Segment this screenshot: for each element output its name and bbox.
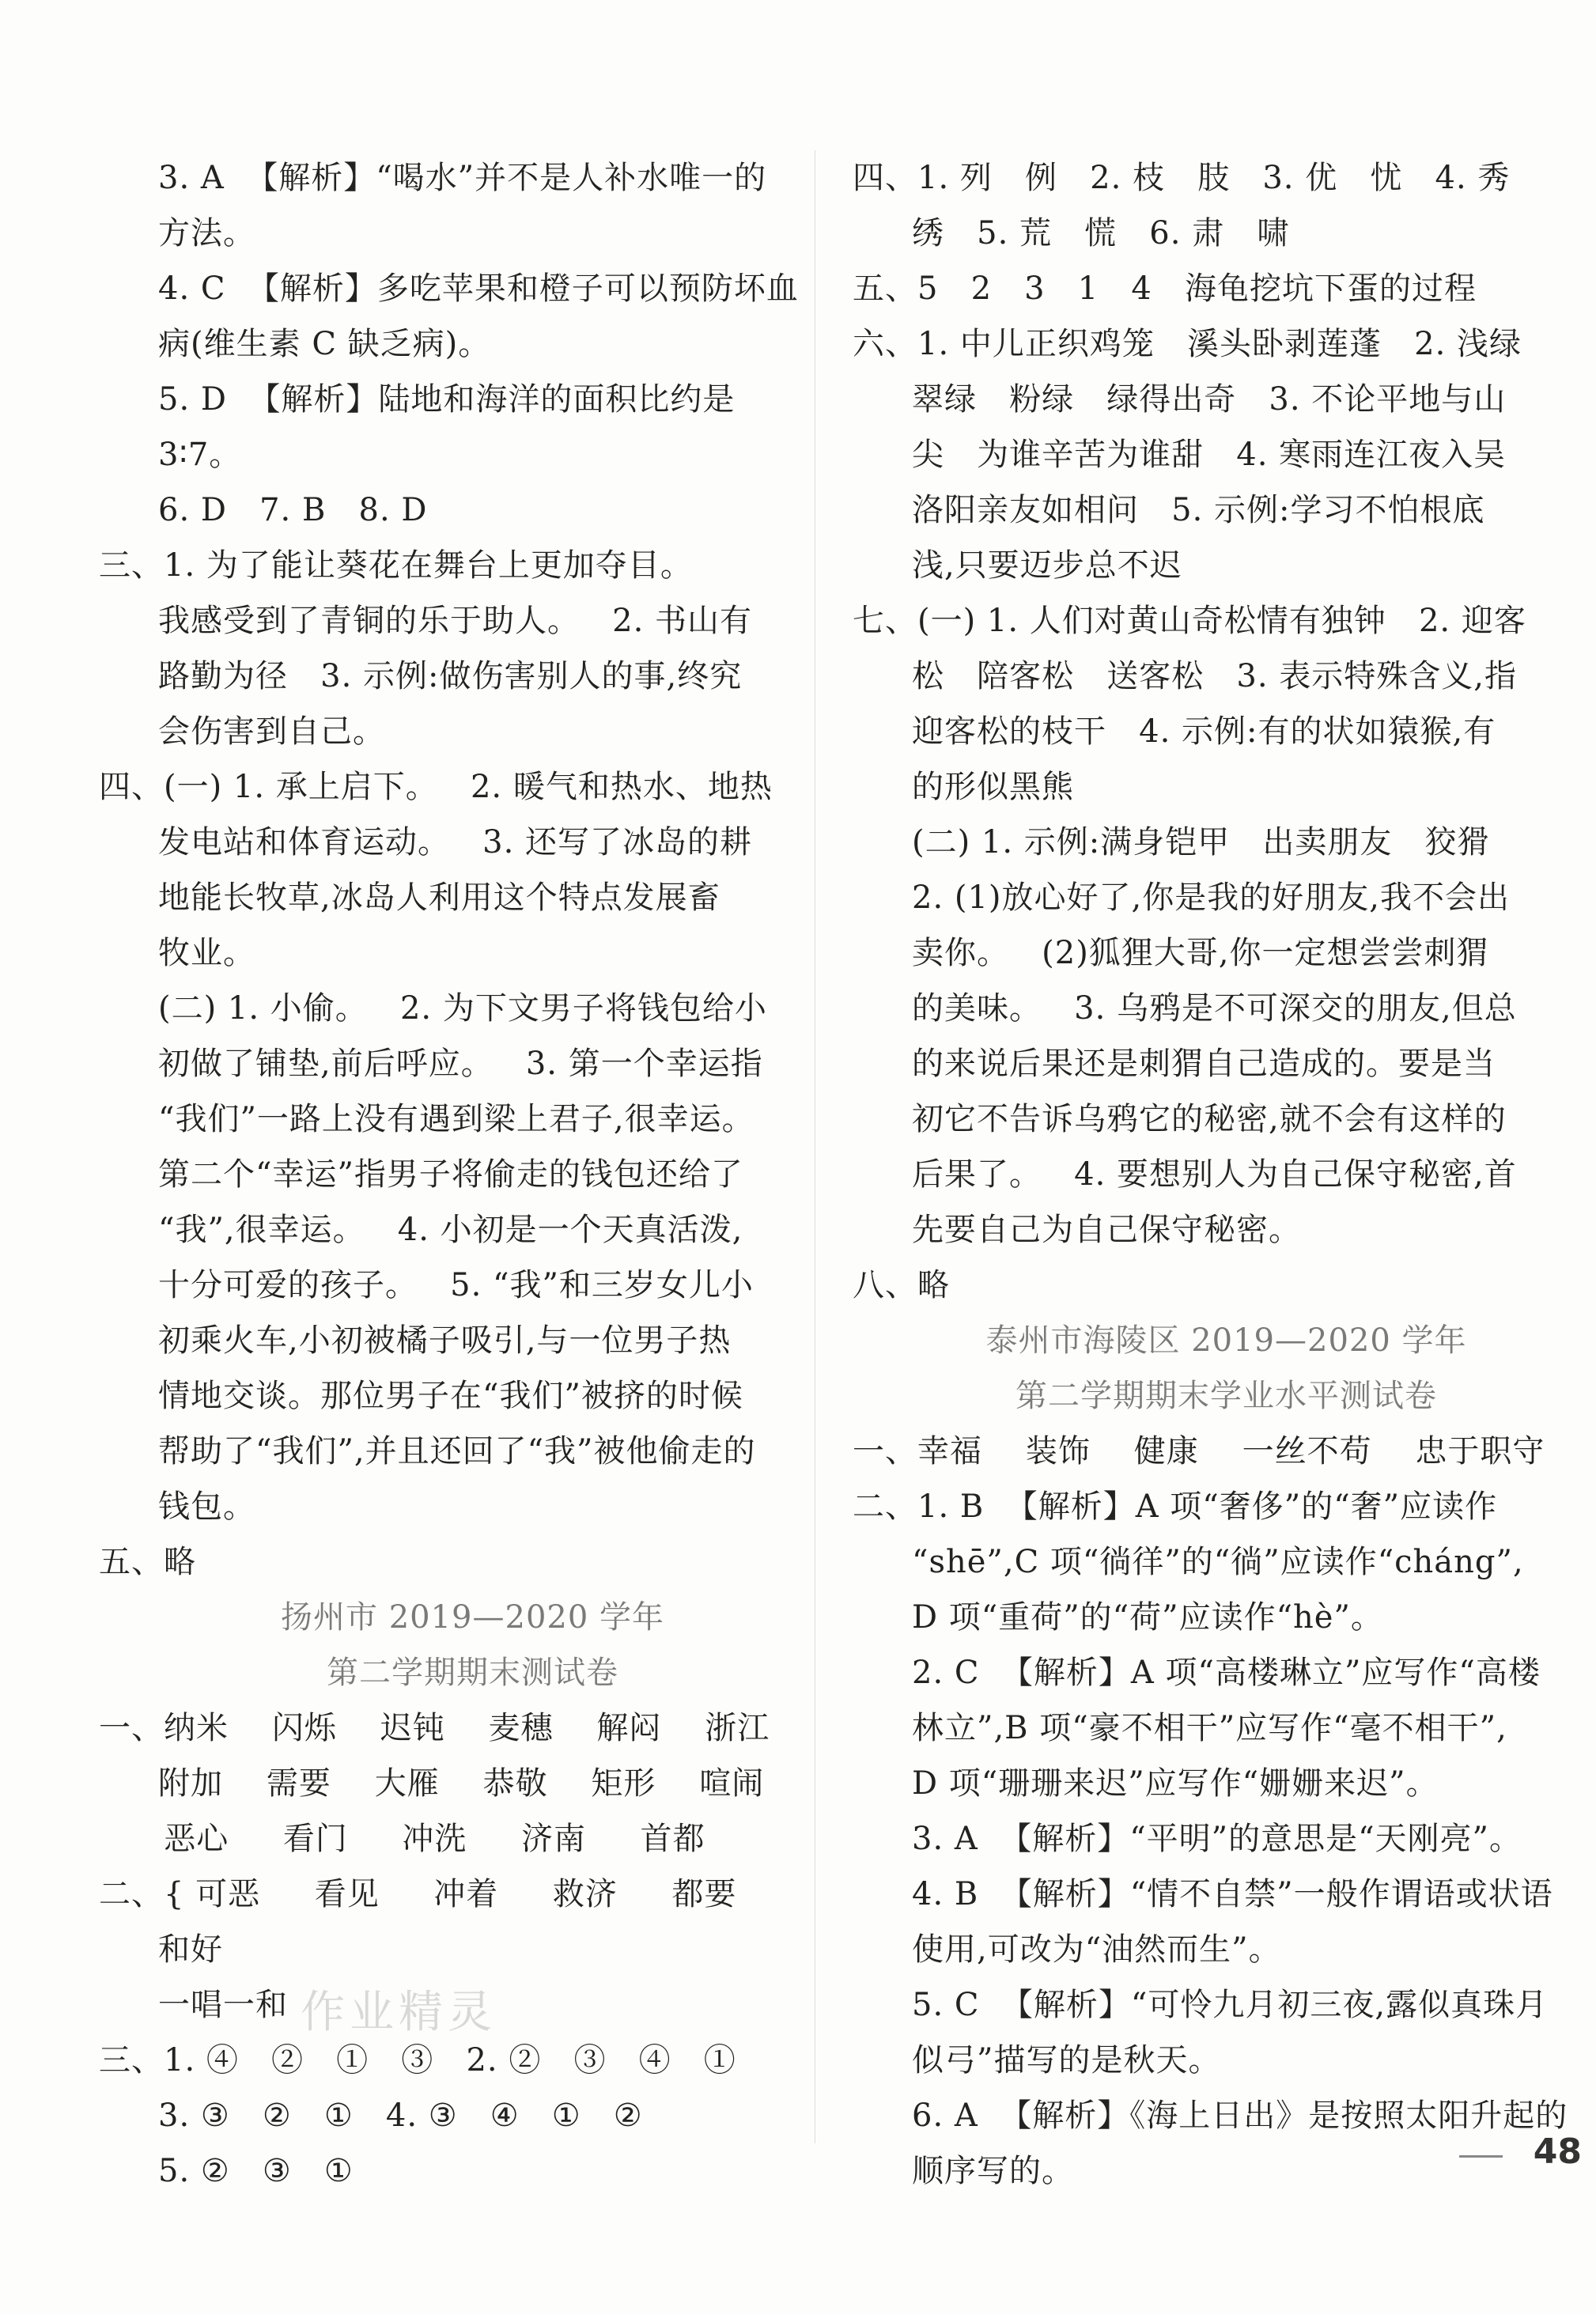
answer-line: 洛阳亲友如相问 5. 示例:学习不怕根底 [912,492,1485,528]
answer-line: 六、1. 中儿正织鸡笼 溪头卧剥莲蓬 2. 浅绿 [853,326,1522,362]
answer-line: 4. C 【解析】多吃苹果和橙子可以预防坏血 [158,270,799,307]
answer-line: 的形似黑熊 [912,769,1074,805]
answer-line: 地能长牧草,冰岛人利用这个特点发展畜 [158,879,720,916]
answer-line: 5. D 【解析】陆地和海洋的面积比约是 [158,381,736,418]
answer-line: 方法。 [158,215,255,252]
answer-line: 3. A 【解析】“喝水”并不是人补水唯一的 [158,160,767,196]
right-column [853,150,1596,2199]
answer-line: 迎客松的枝干 4. 示例:有的状如猿猴,有 [912,713,1496,750]
section-heading: 第二学期期末测试卷 [327,1655,618,1691]
answer-line: 三、1. ④ ② ① ③ 2. ② ③ ④ ① [99,2042,736,2079]
answer-line: “我”,很幸运。 4. 小初是一个天真活泼, [158,1212,743,1248]
section-heading: 扬州市 2019—2020 学年 [280,1599,665,1636]
answer-line: (二) 1. 示例:满身铠甲 出卖朋友 狡猾 [912,824,1490,861]
answer-line: 3. A 【解析】“平明”的意思是“天刚亮”。 [912,1821,1522,1857]
answer-line: 顺序写的。 [912,2153,1074,2189]
answer-line: 卖你。 (2)狐狸大哥,你一定想尝尝刺猬 [912,935,1489,971]
answer-line: 钱包。 [158,1488,255,1525]
answer-line: 一、幸福 装饰 健康 一丝不苟 忠于职守 [853,1433,1545,1470]
answer-line: “shē”,C 项“徜徉”的“徜”应读作“cháng”, [912,1544,1524,1580]
answer-line: D 项“珊珊来迟”应写作“姗姗来迟”。 [912,1765,1439,1802]
answer-line: 似弓”描写的是秋天。 [912,2042,1221,2079]
answer-line: 的来说后果还是刺猬自己造成的。要是当 [912,1046,1496,1082]
answer-line: 的美味。 3. 乌鸦是不可深交的朋友,但总 [912,990,1517,1027]
answer-line: 初乘火车,小初被橘子吸引,与一位男子热 [158,1322,732,1359]
answer-line: 松 陪客松 送客松 3. 表示特殊含义,指 [912,658,1518,694]
answer-line: 5. C 【解析】“可怜九月初三夜,露似真珠月 [912,1987,1549,2023]
answer-line: 初它不告诉乌鸦它的秘密,就不会有这样的 [912,1101,1507,1137]
answer-line: 恶心 看门 冲洗 济南 首都 [99,1821,705,1857]
answer-line: 4. B 【解析】“情不自禁”一般作谓语或状语 [912,1876,1553,1912]
watermark: 作业精灵 [301,1987,497,2038]
answer-line: 二、1. B 【解析】A 项“奢侈”的“奢”应读作 [853,1488,1498,1525]
answer-line: 八、略 [853,1267,950,1303]
answer-line: 三、1. 为了能让葵花在舞台上更加夺目。 [99,547,693,584]
answer-line: 后果了。 4. 要想别人为自己保守秘密,首 [912,1156,1517,1193]
answer-line: 我感受到了青铜的乐于助人。 2. 书山有 [158,603,753,639]
answer-line: “我们”一路上没有遇到梁上君子,很幸运。 [158,1101,755,1137]
page-number: 48 [1533,2132,1582,2172]
answer-line: 一、纳米 闪烁 迟钝 麦穗 解闷 浙江 [99,1710,770,1746]
answer-line: 浅,只要迈步总不迟 [912,547,1182,584]
answer-line: 先要自己为自己保守秘密。 [912,1212,1301,1248]
answer-line: 2. (1)放心好了,你是我的好朋友,我不会出 [912,879,1510,916]
left-column [99,150,846,2199]
answer-line: 一唱一和 [158,1987,288,2023]
answer-line: 病(维生素 C 缺乏病)。 [158,326,491,362]
answer-line: 五、略 [99,1544,196,1580]
answer-line: 绣 5. 荒 慌 6. 肃 啸 [912,215,1290,252]
answer-line: 十分可爱的孩子。 5. “我”和三岁女儿小 [158,1267,754,1303]
answer-line: 会伤害到自己。 [158,713,385,750]
section-heading: 泰州市海陵区 2019—2020 学年 [985,1322,1467,1359]
answer-line: 情地交谈。那位男子在“我们”被挤的时候 [158,1378,743,1414]
section-heading: 第二学期期末学业水平测试卷 [1015,1378,1437,1414]
answer-line: 二、{ 可恶 看见 冲着 救济 都要 [99,1876,737,1912]
answer-line: 3. ③ ② ① 4. ③ ④ ① ② [158,2097,643,2134]
answer-line: 使用,可改为“油然而生”。 [912,1931,1281,1968]
answer-line: 四、1. 列 例 2. 枝 肢 3. 优 忧 4. 秀 [853,160,1511,196]
answer-line: 附加 需要 大雁 恭敬 矩形 喧闹 [158,1765,765,1802]
answer-line: 第二个“幸运”指男子将偷走的钱包还给了 [158,1156,743,1193]
answer-line: 五、5 2 3 1 4 海龟挖坑下蛋的过程 [853,270,1477,307]
answer-line: D 项“重荷”的“荷”应读作“hè”。 [912,1599,1383,1636]
answer-line: 6. A 【解析】《海上日出》是按照太阳升起的 [912,2097,1568,2134]
answer-line: 帮助了“我们”,并且还回了“我”被他偷走的 [158,1433,756,1470]
answer-line: 牧业。 [158,935,255,971]
answer-line: 3∶7。 [158,437,242,473]
answer-line: 初做了铺垫,前后呼应。 3. 第一个幸运指 [158,1046,763,1082]
answer-line: 尖 为谁辛苦为谁甜 4. 寒雨连江夜入吴 [912,437,1507,473]
answer-line: 路勤为径 3. 示例:做伤害别人的事,终究 [158,658,743,694]
answer-line: 翠绿 粉绿 绿得出奇 3. 不论平地与山 [912,381,1507,418]
answer-line: 四、(一) 1. 承上启下。 2. 暖气和热水、地热 [99,769,773,805]
answer-line: 发电站和体育运动。 3. 还写了冰岛的耕 [158,824,753,861]
footer-rule [1459,2155,1503,2158]
answer-line: (二) 1. 小偷。 2. 为下文男子将钱包给小 [158,990,767,1027]
answer-line: 和好 [158,1931,223,1968]
answer-line: 5. ② ③ ① [158,2153,354,2189]
answer-line: 2. C 【解析】A 项“高楼琳立”应写作“高楼 [912,1655,1541,1691]
answer-line: 林立”,B 项“豪不相干”应写作“毫不相干”, [912,1710,1507,1746]
answer-line: 七、(一) 1. 人们对黄山奇松情有独钟 2. 迎客 [853,603,1526,639]
answer-line: 6. D 7. B 8. D [158,492,428,528]
